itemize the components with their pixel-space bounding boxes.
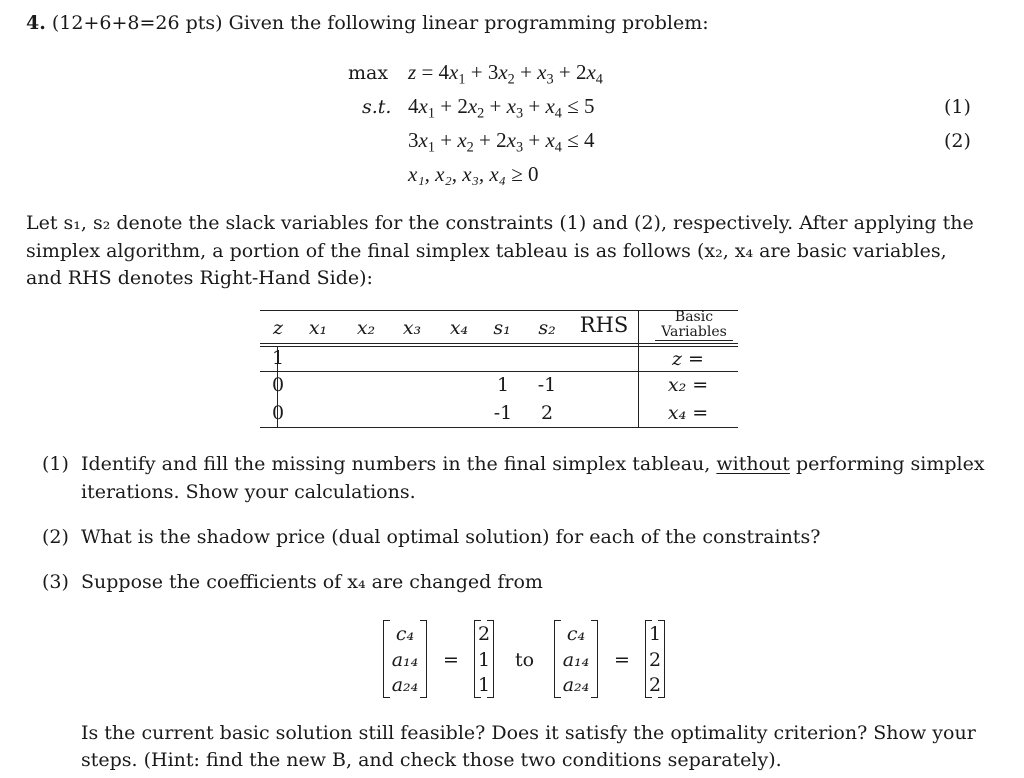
tableau-header-rule-2 [260,346,738,347]
matrix-labels-from: c₄ a₁₄ a₂₄ [383,620,427,698]
row2-s2: -1 [537,374,557,396]
header-x2: x₂ [356,317,376,339]
basic-header-underline [655,340,733,341]
part-3-text: Suppose the coefficients of x₄ are changed from [81,571,543,593]
objective-label: max [348,62,389,84]
paragraph-line-2: simplex algorithm, a portion of the final simplex tableau is as follows (x₂, x₄ are basic variables, [26,240,947,262]
row1-basic: z = [672,348,704,370]
constraint-1-tag: (1) [944,96,971,118]
question-intro: Given the following linear programming problem: [228,12,709,34]
objective-function: $z = 4x_1 + 3x_2 + x_3 + 2x_4$ [408,60,603,88]
matrix-from-values: 2 1 1 [474,620,494,698]
header-x4: x₄ [449,317,469,339]
tableau-header-rule-1 [260,343,738,344]
part-3-number: (3) [42,571,69,593]
closing-line-2: steps. (Hint: find the new B, and check those two conditions separately). [81,749,782,771]
row3-s2: 2 [540,402,554,424]
header-x3: x₃ [402,317,422,339]
part-1-line-1: Identify and fill the missing numbers in the final simplex tableau, without performing simplex [81,453,985,475]
nonnegativity: x₁, x₂, x₃, x₄ ≥ 0 [408,162,539,186]
row3-basic: x₄ = [667,402,709,424]
part-2-number: (2) [42,526,69,548]
to-word: to [515,649,535,671]
tableau-bottom-rule [260,427,738,428]
paragraph-line-1: Let s₁, s₂ denote the slack variables for the constraints (1) and (2), respectively. After applying the [26,212,974,234]
header-basic-variables: Basic Variables [661,309,727,340]
header-s2: s₂ [538,317,556,339]
question-points: (12+6+8=26 pts) [51,12,223,34]
paragraph-line-3: and RHS denotes Right-Hand Side): [26,267,373,289]
constraint-2-tag: (2) [944,130,971,152]
matrix-labels-to: c₄ a₁₄ a₂₄ [554,620,598,698]
part-1-number: (1) [42,453,69,475]
part-1-line-2: iterations. Show your calculations. [81,481,416,503]
st-label: s.t. [362,96,392,118]
row1-z: 1 [271,347,285,369]
constraint-2: $3x_1 + x_2 + 2x_3 + x_4 \le 4$ [408,128,595,156]
header-s1: s₁ [493,317,511,339]
header-x1: x₁ [308,317,328,339]
tableau-vrule-rhs [638,310,639,427]
closing-line-1: Is the current basic solution still feasible? Does it satisfy the optimality criterion? Show your [81,722,976,744]
row3-z: 0 [271,402,285,424]
row2-basic: x₂ = [667,374,709,396]
header-z: z [272,317,284,339]
row2-z: 0 [271,374,285,396]
question-number: 4. [26,12,46,34]
simplex-tableau [260,310,738,428]
constraint-1: $4x_1 + 2x_2 + x_3 + x_4 \le 5$ [408,94,595,122]
part-2-text: What is the shadow price (dual optimal solution) for each of the constraints? [81,526,821,548]
header-rhs: RHS [579,313,629,337]
row2-s1: 1 [496,374,510,396]
row3-s1: -1 [493,402,513,424]
matrix-to-values: 1 2 2 [645,620,665,698]
question-header [26,14,709,33]
equals-sign-1: = [443,649,459,671]
equals-sign-2: = [614,649,630,671]
tableau-row-rule-1 [260,371,738,372]
